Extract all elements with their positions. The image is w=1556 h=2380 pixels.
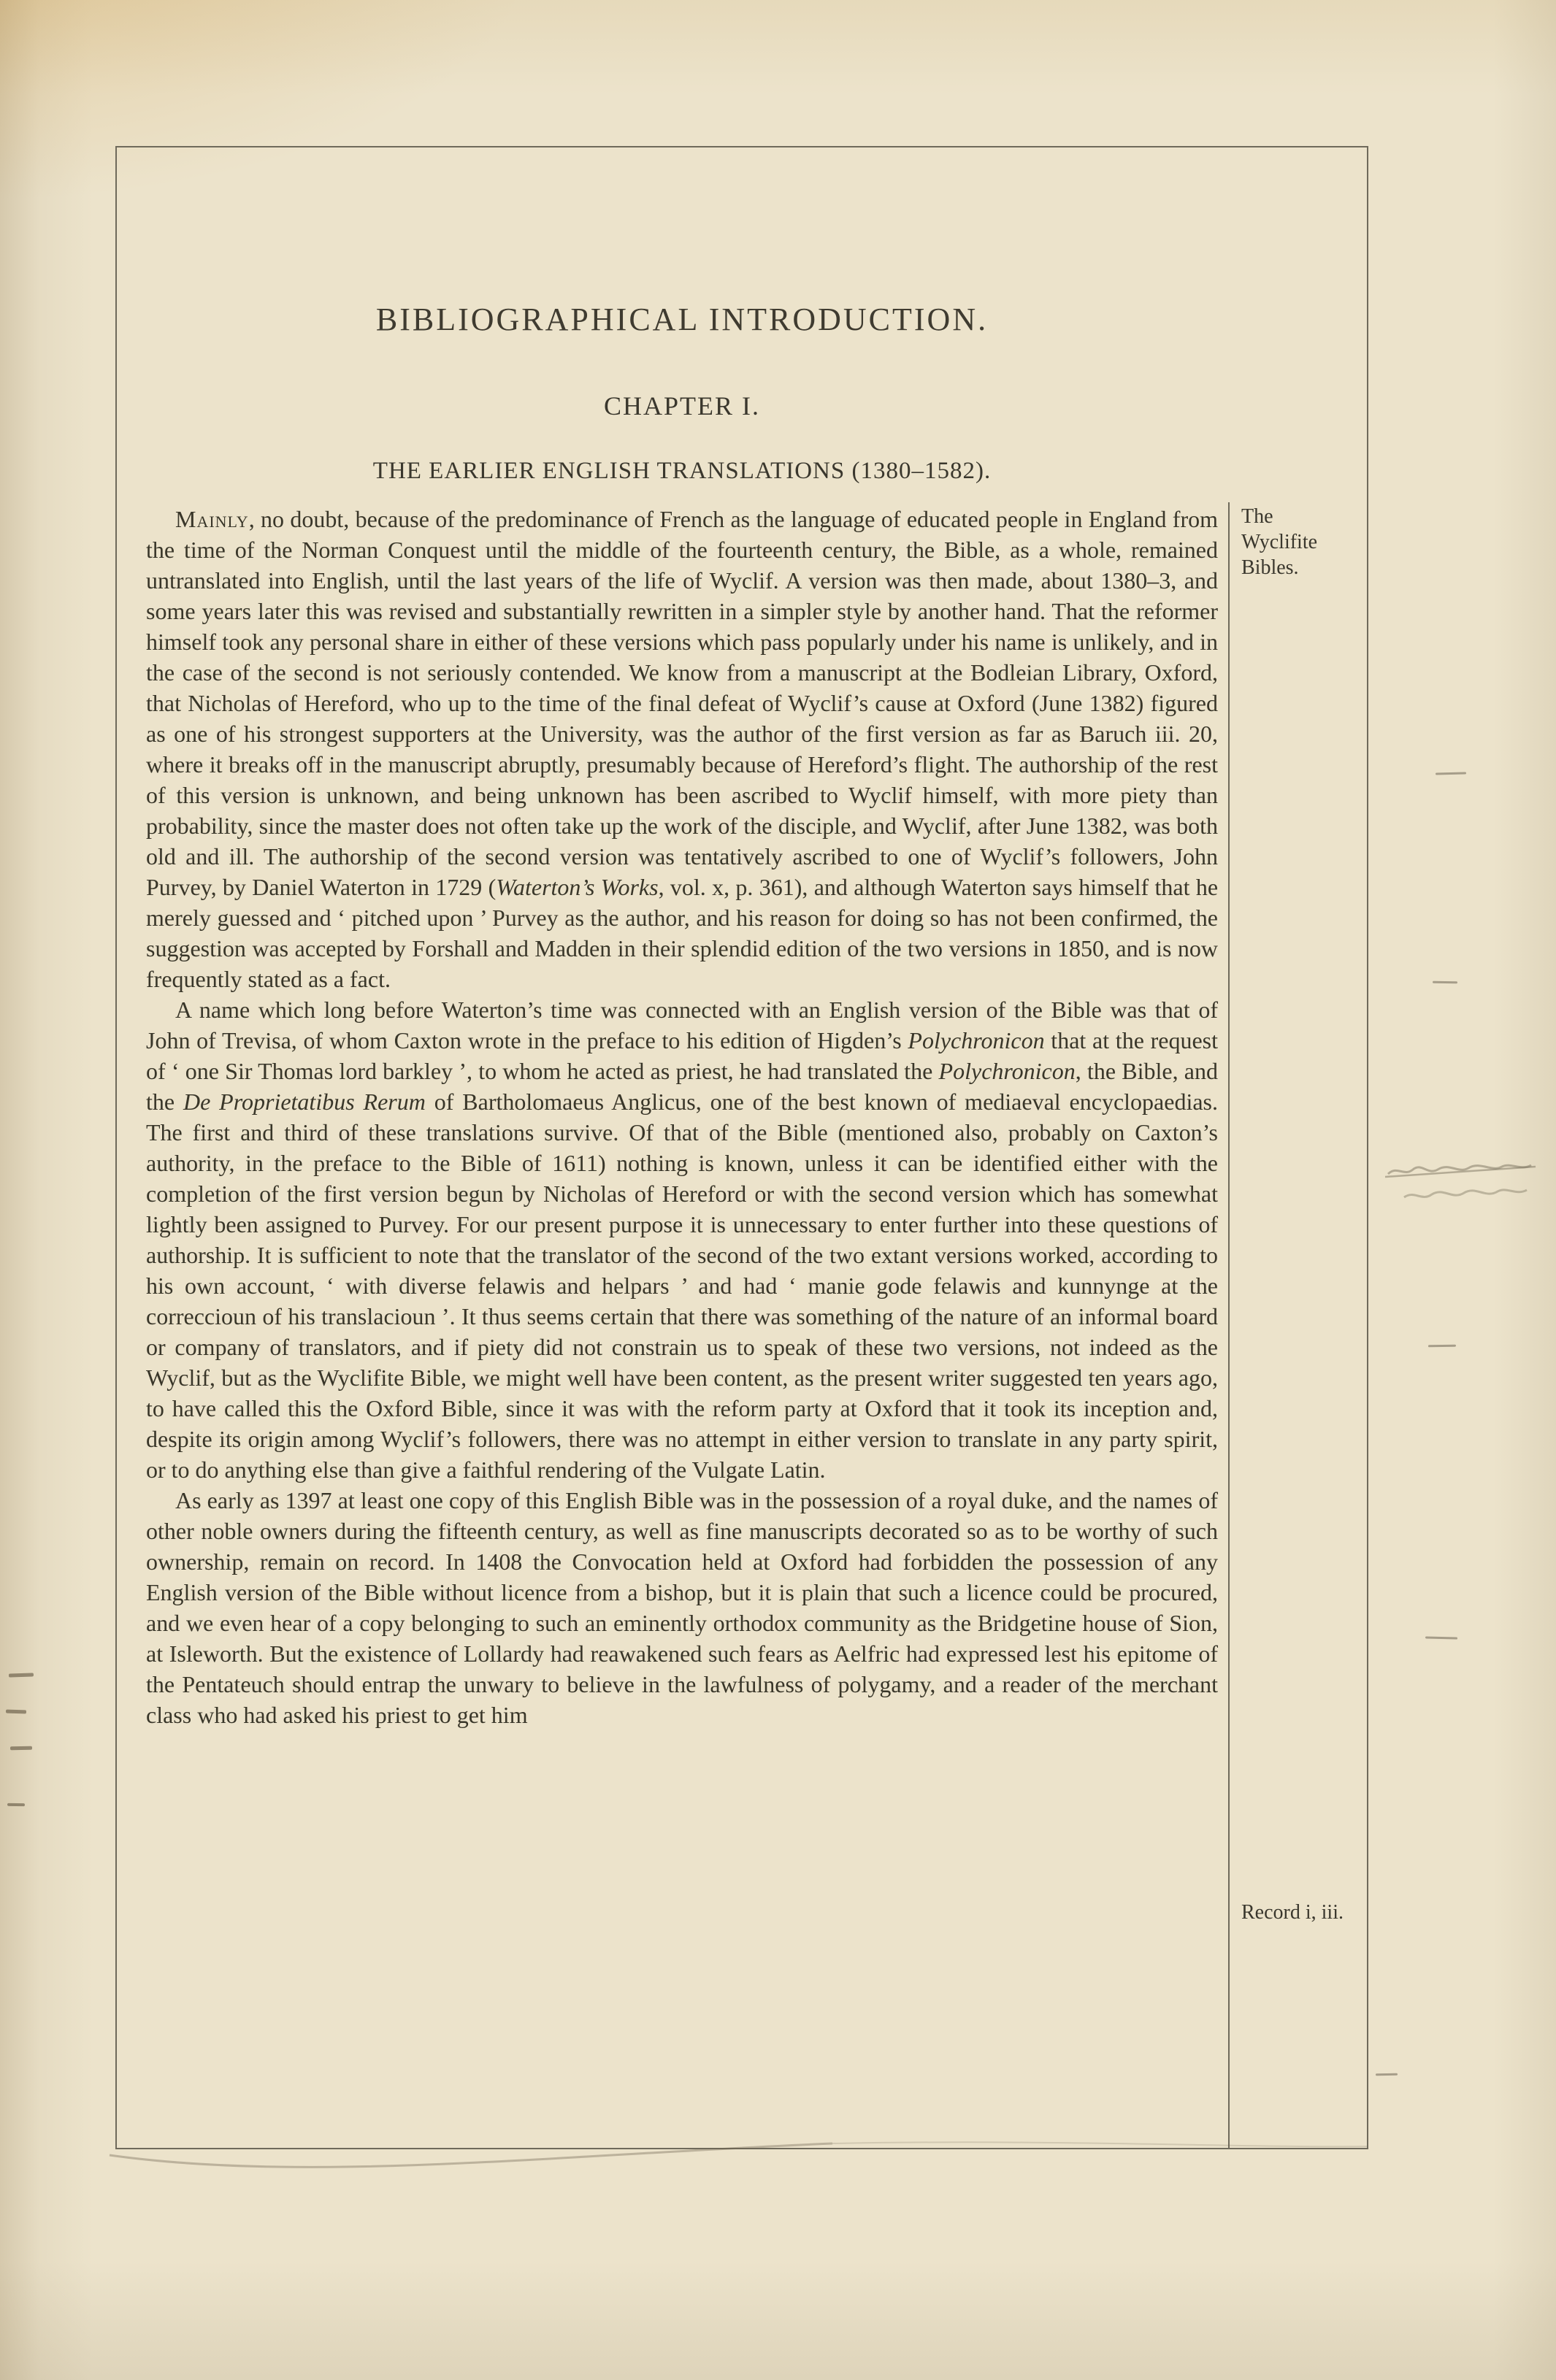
scan-mark [1428,1345,1456,1348]
text-segment-italic: Polychronicon [938,1058,1076,1084]
binding-mark [6,1710,26,1714]
paragraph [146,994,1218,1485]
paragraph [146,1485,1218,1730]
body-text [146,504,1218,1730]
text-segment: , no doubt, because of the predominance of French as the language of educated people in England from the time of the Norman Conquest until the middle of the fourteenth century, the Bible, as a whole, remained untranslated into English, until the last years of the life of Wyclif. A version was then made, about 1380–3, and some years later this was revised and substantially rewritten in a simpler style by another hand. That the reformer himself took any personal share in either of these versions which pass popularly under his name is unlikely, and in the case of the second is not seriously contended. We know from a manuscript at the Bodleian Library, Oxford, that Nicholas of Hereford, who up to the time of the final defeat of Wyclif’s cause at Oxford (June 1382) figured as one of his strongest supporters at the University, was the author of the first version as far as Baruch iii. 20, where it breaks off in the manuscript abruptly, presumably because of Hereford’s flight. The authorship of the rest of this version is unknown, and being unknown has been ascribed to Wyclif himself, with more piety than probability, since the master does not often take up the work of the disciple, and Wyclif, after June 1382, was both old and ill. The authorship of the second version was tentatively ascribed to one of Wyclif’s followers, John Purvey, by Daniel Waterton in 1729 ( [146,506,1218,900]
text-segment-italic: De Proprietatibus Rerum [183,1089,426,1115]
scan-mark [1376,2073,1398,2076]
margin-rule [1228,502,1230,2148]
pencil-annotation [1382,1152,1543,1221]
text-segment: , the Bible, and the [146,1058,1219,1115]
text-segment: As early as 1397 at least one copy of this English Bible was in the possession of a royal duke, and the names of other noble owners during the fifteenth century, as well as fine manuscripts decorated so as to be worthy of such ownership, remain on record. In 1408 the Convocation held at Oxford had forbidden the possession of any English version of the Bible without licence from a bishop, but it is plain that such a licence could be procured, and we even hear of a copy belonging to such an eminently orthodox community as the Bridgetine house of Sion, at Isleworth. But the existence of Lollardy had reawakened such fears as Aelfric had expressed lest his epitome of the Pentateuch should entrap the unwary to believe in the lawfulness of polygamy, and a reader of the merchant class who had asked his priest to get him [146,1487,1218,1728]
text-segment: of Bartholomaeus Anglicus, one of the best known of mediaeval encyclopaedias. The first and third of these translations survive. Of that of the Bible (mentioned also, probably on Caxton’s authority, in the preface to the Bible of 1611) nothing is known, unless it can be identified either with the completion of the first version begun by Nicholas of Hereford or with the second version which has somewhat lightly been assigned to Purvey. For our present purpose it is unnecessary to enter further into these questions of authorship. It is sufficient to note that the translator of the second of the two extant versions worked, according to his own account, ‘ with diverse felawis and helpars ’ and had ‘ manie gode felawis and kunnynge at the correccioun of his translacioun ’. It thus seems certain that there was something of the nature of an informal board or company of translators, and if piety did not constrain us to speak of these two versions, not indeed as the Wyclif, but as the Wyclifite Bible, we might well have been content, as the present writer suggested ten years ago, to have called this the Oxford Bible, since it was with the reform party at Oxford that it took its inception and, despite its origin among Wyclif’s followers, there was no attempt in either version to translate in any party spirit, or to do anything else than give a faithful rendering of the Vulgate Latin. [146,1089,1219,1483]
scan-mark [1433,981,1457,984]
text-segment: that at the request of ‘ one Sir Thomas lord barkley ’, to whom he acted as priest, he had translated the [146,1027,1219,1084]
margin-note-wyclifite-bibles: The Wyclifite Bibles. [1241,505,1318,579]
text-column [146,146,1218,1730]
binding-mark [7,1803,25,1806]
binding-mark [9,1673,34,1677]
chapter-heading: CHAPTER I. [603,391,760,421]
binding-mark [10,1746,32,1751]
text-segment: A name which long before Waterton’s time was connected with an English version of the Bible was that of John of Trevisa, of whom Caxton wrote in the preface to his edition of Higden’s [146,997,1218,1053]
text-segment: , vol. x, p. 361), and although Waterton says himself that he merely guessed and ‘ pitched upon ’ Purvey as the author, and his reason for doing so has not been confirmed, the suggestion was accepted by Forshall and Madden in their splendid edition of the two versions in 1850, and is now frequently stated as a fact. [146,874,1219,992]
scan-mark [1436,772,1466,775]
page-title: BIBLIOGRAPHICAL INTRODUCTION. [375,302,989,337]
margin-note-record: Record i, iii. [1241,1901,1344,1924]
section-heading: THE EARLIER ENGLISH TRANSLATIONS (1380–1582). [372,458,992,484]
text-segment-smallcaps: Mainly [175,506,249,532]
text-segment-italic: Polychronicon [908,1027,1045,1053]
paragraph [146,504,1218,994]
scan-mark [1425,1636,1457,1639]
text-segment-italic: Waterton’s Works [496,874,659,900]
